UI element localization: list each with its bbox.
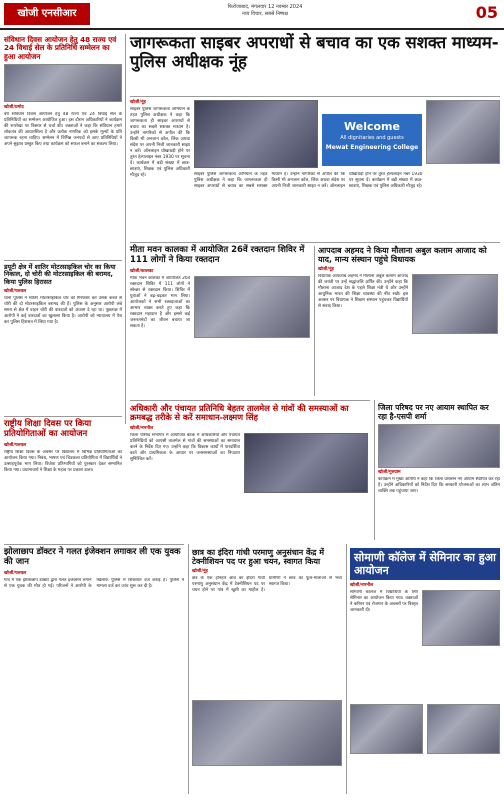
lead-headline-block <box>130 34 500 96</box>
article-body: साइबर पुलिस जागरूकता अभियान के तहत पुलिस अधीक्षक ने कहा कि जागरूकता ही साइबर अपराधों से बचाव का सबसे सशक्त माध्यम है। उन्होंने नागरिकों से अपील की कि किसी भी अनजान कॉल, लिंक अथवा संदेश पर अपनी निजी जानकारी साझा न करें। ऑनलाइन धोखाधड़ी होने पर तुरंत हेल्पलाइन नंबर 1930 पर सूचना दें। कार्यक्रम में बड़ी संख्या में छात्र-छात्राएं, शिक्षक एवं पुलिस अधिकारी मौजूद रहे। <box>130 107 190 178</box>
page-number: 05 <box>475 3 498 22</box>
byline: खोजी/कालका <box>130 268 154 274</box>
article-samvidhan <box>4 36 122 258</box>
somani-headline-box <box>350 548 500 580</box>
banner-welcome: Welcome <box>344 120 400 133</box>
headline: डयूटी क्षेत्र में शातिर मोटरसाइकिल चोर का किया निकाल, दो चोरी की मोटरसाइकिल की बरामद, किया पुलिस हिरासत <box>4 263 116 286</box>
article-body: वर्ष संविधान दिवस आयोजन हेतु 48 राज्य एवं 24 विधाई सेल के प्रतिनिधियों का सम्मेलन आयोजित हुआ। इस दौरान अधिकारियों ने कार्यक्रम की रूपरेखा पर विस्तार से चर्चा की। वक्ताओं ने कहा कि संविधान हमारे लोकतंत्र की आधारशिला है और प्रत्येक नागरिक को इसके मूल्यों के प्रति जागरूक रहना चाहिए। सम्मेलन में विभिन्न जनपदों से आए प्रतिनिधियों ने अपने सुझाव प्रस्तुत किए तथा कार्यक्रम को सफल बनाने का संकल्प लिया। <box>4 111 122 147</box>
article-shiksha-diwas <box>4 420 122 540</box>
headline: आपदाब अहमद ने किया मौलाना अबुल कलाम आजाद को याद, मान्य संस्थान पहुंचे विधायक <box>318 246 487 265</box>
article-body: मीता भवन कालका में आयोजित 26वें रक्तदान शिविर में 111 लोगों ने स्वेच्छा से रक्तदान किया। शिविर में युवाओं ने बढ़-चढ़कर भाग लिया। आयोजकों ने सभी रक्तदाताओं का आभार व्यक्त करते हुए कहा कि रक्तदान महादान है और इससे कई जरूरतमंदों का जीवन बचाया जा सकता है। <box>130 275 190 329</box>
somani-photo <box>422 590 500 646</box>
headline: झोलाछाप डॉक्टर ने गलत इंजेक्शन लगाकर ली एक युवक की जान <box>4 547 181 567</box>
article-body: जिला परिषद सभागार में आयोजित बैठक में अधिकारियों और पंचायत प्रतिनिधियों को आपसी तालमेल से गांवों की समस्याओं का समाधान करने के निर्देश दिए गए। उन्होंने कहा कि विकास कार्यों में पारदर्शिता बरतें और प्राथमिकता के आधार पर जनसमस्याओं का निपटारा सुनिश्चित करें। <box>130 432 240 462</box>
dateline <box>190 4 340 18</box>
dateline-subline: नव्य विचार, सबसे निष्पक्ष <box>241 11 289 17</box>
headline: मीता मवन कालका में आयोजित 26वें रक्तदान शिविर में 111 लोगों ने किया रक्तदान <box>130 245 305 265</box>
azad-photo <box>412 274 498 334</box>
headline: राष्ट्रीय शिक्षा दिवस पर किया प्रतियोगिताओं का आयोजन <box>4 419 92 439</box>
article-azad <box>318 246 500 396</box>
lead-body-col1 <box>130 100 190 240</box>
article-raktdaan <box>130 246 310 396</box>
headline: अधिकारी और पंचायत प्रतिनिधि बेहतर तालमेल से गांवों की समस्याओं का क्रमबद्ध तरीके से करें समाधान-लक्ष्मण सिंह <box>130 403 349 423</box>
seminar-photo <box>194 100 318 168</box>
side-photo <box>426 100 500 164</box>
article-body: थाना पुलिस ने शातिर मोटरसाइकिल चोर को गिरफ्तार कर उसके कब्जे से चोरी की दो मोटरसाइकिल बरामद की हैं। पुलिस के अनुसार आरोपी लंबे समय से क्षेत्र में वाहन चोरी की वारदातों को अंजाम दे रहा था। पूछताछ में आरोपी ने कई वारदातों का खुलासा किया है। आरोपी को न्यायालय में पेश कर पुलिस हिरासत में लिया गया है। <box>4 296 122 326</box>
article-body: कार्यक्रम में मुख्य अतिथि ने कहा कि जिला प्रशासन नए आयाम स्थापित कर रहा है। उन्होंने अधिकारियों को निर्देश दिए कि सरकारी योजनाओं का लाभ अंतिम व्यक्ति तक पहुंचाया जाए। <box>378 477 500 495</box>
byline: खोजी/नूंह <box>192 569 208 575</box>
zila-photo <box>378 424 500 468</box>
byline: खोजी/नारनौल <box>350 583 374 589</box>
dateline-text: फिरोजाबाद, मंगलवार 12 नवम्बर 2024 <box>227 4 303 10</box>
article-body: सोमाणी कॉलेज में विद्यार्थियों के लिए सेमिनार का आयोजन किया गया। वक्ताओं ने करियर एवं रोजगार के अवसरों पर विस्तृत जानकारी दी। <box>350 590 418 614</box>
headline: संविधान दिवस आयोजन हेतु 48 राज्य एवं 24 विधाई सेल के प्रतिनिधि सम्मेलन का हुआ आयोजन <box>4 35 117 61</box>
byline: खोजी/पलवल <box>4 442 27 448</box>
welcome-banner <box>322 114 422 166</box>
somani-photo-3 <box>427 704 500 754</box>
article-body-continued: साइबर पुलिस जागरूकता अभियान के तहत पुलिस अधीक्षक ने कहा कि जागरूकता ही साइबर अपराधों से बचाव का सबसे सशक्त माध्यम है। उन्होंने नागरिकों से अपील की कि किसी भी अनजान कॉल, लिंक अथवा संदेश पर अपनी निजी जानकारी साझा न करें। ऑनलाइन धोखाधड़ी होने पर तुरंत हेल्पलाइन नंबर 1930 पर सूचना दें। कार्यक्रम में बड़ी संख्या में छात्र-छात्राएं, शिक्षक एवं पुलिस अधिकारी मौजूद रहे। <box>194 172 423 189</box>
banner-college: Mewat Engineering College <box>325 144 419 151</box>
article-body: विधायक आफताब अहमद ने मौलाना अबुल कलाम आजाद की जयंती पर उन्हें श्रद्धांजलि अर्पित की। उन्होंने कहा कि मौलाना आजाद देश के पहले शिक्षा मंत्री थे और उन्होंने आधुनिक भारत की शिक्षा व्यवस्था की नींव रखी। इस अवसर पर विधायक ने शिक्षण संस्थान पहुंचकर विद्यार्थियों से संवाद किया। <box>318 274 408 310</box>
byline: खोजी/पलवल <box>4 289 27 295</box>
byline: खोजी/गुरुग्राम <box>378 470 401 476</box>
article-jholachhap <box>4 548 184 794</box>
article-panchayat <box>130 404 370 534</box>
banner-guests: All dignitaries and guests <box>340 135 404 141</box>
raktdaan-photo <box>194 276 310 338</box>
article-moto-chor <box>4 264 122 414</box>
byline: खोजी/प्रमोद <box>4 104 24 110</box>
byline: खोजी/नारनौल <box>130 425 154 431</box>
somani-photo-2 <box>350 704 423 754</box>
byline: खोजी/नूंह <box>130 100 146 105</box>
newspaper-logo: खोजी एनसीआर <box>4 3 90 25</box>
byline: खोजी/पलवल <box>4 570 27 576</box>
article-photo <box>4 64 122 102</box>
headline: छात्र का इंदिरा गांधी परमाणु अनुसंधान केंद्र में टेक्नीशियन पद पर हुआ चयन, स्वागत किया <box>192 548 324 567</box>
lead-headline: जागरूकता साइबर अपराधों से बचाव का एक सशक्त माध्यम-पुलिस अधीक्षक नूंह <box>130 33 499 71</box>
masthead <box>0 0 504 30</box>
article-body: क्षेत्र के एक होनहार छात्र का इंदिरा गांधी परमाणु अनुसंधान केंद्र में टेक्नीशियन पद पर चयन होने पर गांव में खुशी का माहौल है। ग्रामीणों ने छात्र का फूल-मालाओं से भव्य स्वागत किया। <box>192 576 342 594</box>
article-body: गांव में एक झोलाछाप डॉक्टर द्वारा गलत इंजेक्शन लगाने से एक युवक की मौत हो गई। परिजनों ने आरोपी के खिलाफ पुलिस में शिकायत दर्ज कराई है। पुलिस ने मामला दर्ज कर जांच शुरू कर दी है। <box>4 577 184 589</box>
article-zila-parishad <box>378 404 500 534</box>
headline: सोमाणी कॉलेज में सेमिनार का हुआ आयोजन <box>354 551 496 578</box>
paramanu-photo <box>192 700 342 766</box>
article-somani <box>350 548 500 794</box>
lead-body-cont <box>194 172 500 238</box>
article-paramanu <box>192 548 342 794</box>
byline: खोजी/नूंह <box>318 267 334 273</box>
article-body: राष्ट्रीय शिक्षा दिवस के अवसर पर विद्यालय में विभिन्न प्रतियोगिताओं का आयोजन किया गया। निबंध, भाषण एवं चित्रकला प्रतियोगिता में विद्यार्थियों ने उत्साहपूर्वक भाग लिया। विजेता प्रतिभागियों को पुरस्कार देकर सम्मानित किया गया। प्रधानाचार्य ने शिक्षा के महत्व पर प्रकाश डाला। <box>4 449 122 473</box>
headline: जिला परिषद पर नए आयाम स्थापित कर रहा है-एसपी शर्मा <box>378 403 489 421</box>
panchayat-photo <box>244 433 368 493</box>
